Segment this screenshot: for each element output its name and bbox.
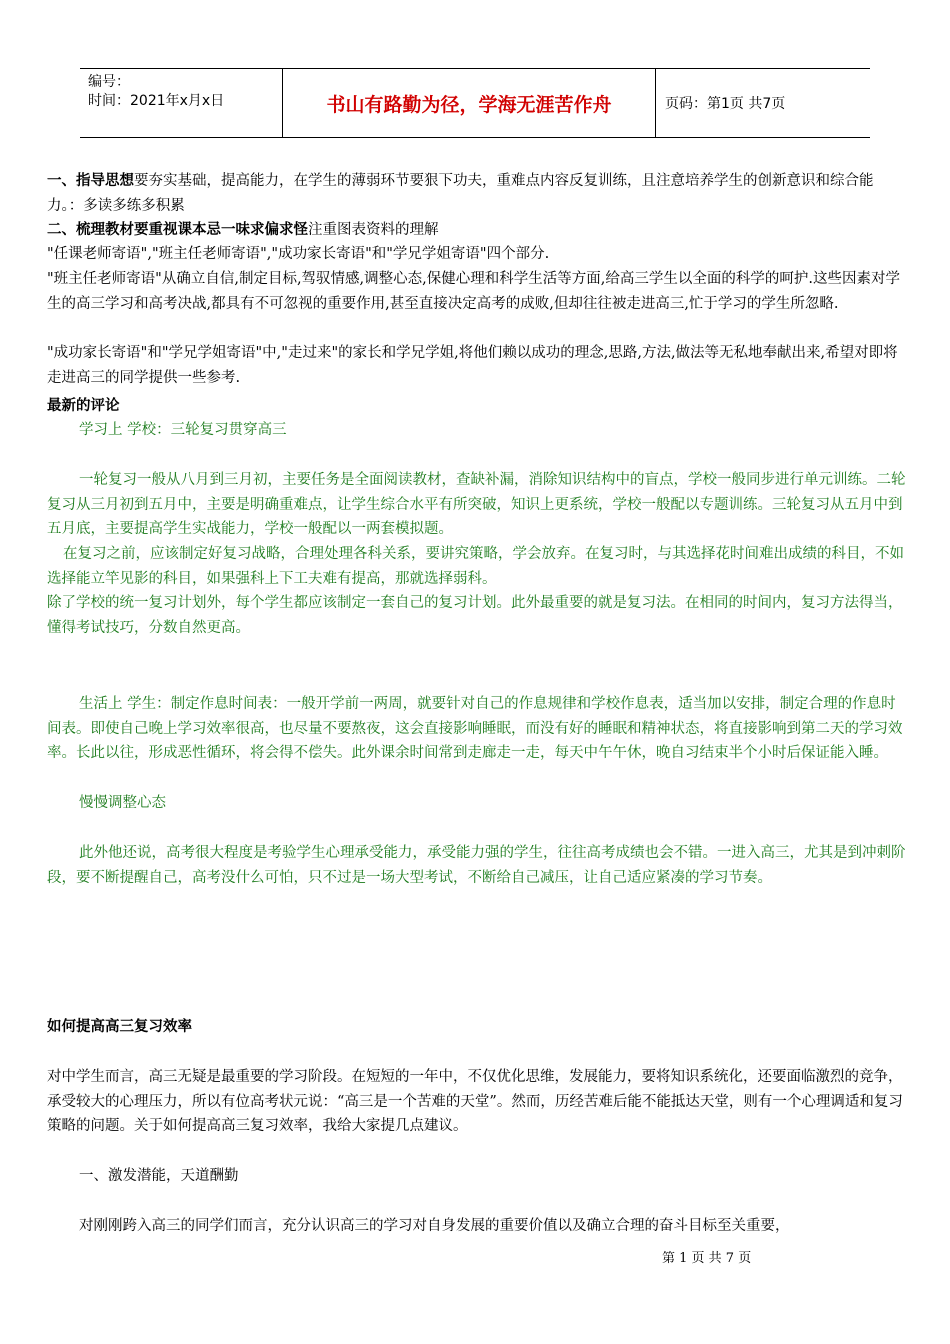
header-meta-cell (80, 69, 282, 137)
section-heading: 一、指导思想 (47, 173, 134, 189)
article-paragraph-2: 对刚刚跨入高三的同学们而言，充分认识高三的学习对自身发展的重要价值以及确立合理的奋斗目标至关重要， (79, 1218, 790, 1234)
page-footer: 第 1 页 共 7 页 (662, 1251, 752, 1266)
article-paragraph-1: 对中学生而言，高三无疑是最重要的学习阶段。在短短的一年中，不仅优化思维，发展能力，要将知识系统化，还要面临激烈的竞争，承受较大的心理压力，所以有位高考状元说：“高三是一个苦难的天堂”。然而，历经苦难后能不能抵达天堂，则有一个心理调适和复习策略的问题。关于如何提高高三复习效率，我给大家提几点建议。 (47, 1069, 903, 1134)
latest-comments-heading: 最新的评论 (47, 398, 120, 414)
article-title: 如何提高高三复习效率 (47, 1019, 192, 1035)
section-text: 要夯实基础，提高能力，在学生的薄弱环节要狠下功夫，重难点内容反复训练，且注意培养学生的创新意识和综合能力。：多读多练多积累 (47, 173, 874, 214)
article-heading-1: 一、激发潜能，天道酬勤 (79, 1168, 239, 1184)
section-guiding-thought (47, 169, 909, 218)
motto: 书山有路勤为径，学海无涯苦作舟 (282, 69, 656, 137)
header-table (80, 68, 870, 138)
page-info: 页码：第1页 共7页 (665, 96, 786, 112)
section-text: 注重图表资料的理解 (308, 222, 439, 238)
mindset-paragraph: 此外他还说，高考很大程度是考验学生心理承受能力，承受能力强的学生，往往高考成绩也会不错。一进入高三，尤其是到冲刺阶段，要不断提醒自己，高考没什么可怕，只不过是一场大型考试，不断给自己减压，让自己适应紧凑的学习节奏。 (47, 845, 906, 886)
date-label: 时间：2021年x月x日 (88, 93, 225, 109)
section-textbook (47, 218, 909, 243)
study-title: 学习上 学校：三轮复习贯穿高三 (79, 422, 287, 438)
teacher-message: "班主任老师寄语"从确立自信,制定目标,驾驭情感,调整心态,保健心理和科学生活等方面,给高三学生以全面的科学的呵护.这些因素对学生的高三学习和高考决战,都具有不可忽视的重要作用,甚至直接决定高考的成败,但却往往被走进高三,忙于学习的学生所忽略. (47, 271, 900, 312)
study-paragraph-1: 一轮复习一般从八月到三月初，主要任务是全面阅读教材，查缺补漏，消除知识结构中的盲点，学校一般同步进行单元训练。二轮复习从三月初到五月中，主要是明确重难点，让学生综合水平有所突破，知识上更系统，学校一般配以专题训练。三轮复习从五月中到五月底，主要提高学生实战能力，学校一般配以一两套模拟题。 (47, 472, 906, 537)
parent-message: "成功家长寄语"和"学兄学姐寄语"中,"走过来"的家长和学兄学姐,将他们赖以成功的理念,思路,方法,做法等无私地奉献出来,希望对即将走进高三的同学提供一些参考. (47, 345, 898, 386)
number-label: 编号： (88, 74, 130, 90)
section-heading: 二、梳理教材要重视课本忌一味求偏求怪 (47, 222, 308, 238)
life-paragraph-1: 生活上 学生：制定作息时间表：一般开学前一两周，就要针对自己的作息规律和学校作息表，适当加以安排，制定合理的作息时间表。即使自己晚上学习效率很高，也尽量不要熬夜，这会直接影响睡眠，而没有好的睡眠和精神状态，将直接影响到第二天的学习效率。长此以往，形成恶性循环，将会得不偿失。此外课余时间常到走廊走一走，每天中午午休，晚自习结束半个小时后保证能入睡。 (47, 696, 903, 761)
intro-parts: "任课老师寄语","班主任老师寄语","成功家长寄语"和"学兄学姐寄语"四个部分. (47, 246, 550, 262)
study-paragraph-3: 除了学校的统一复习计划外，每个学生都应该制定一套自己的复习计划。此外最重要的就是复习法。在相同的时间内，复习方法得当，懂得考试技巧，分数自然更高。 (47, 595, 903, 636)
study-paragraph-2: 在复习之前，应该制定好复习战略，合理处理各科关系，要讲究策略，学会放弃。在复习时，与其选择花时间难出成绩的科目，不如选择能立竿见影的科目，如果强科上下工夫难有提高，那就选择弱科。 (47, 546, 904, 587)
mindset-title: 慢慢调整心态 (79, 795, 166, 811)
